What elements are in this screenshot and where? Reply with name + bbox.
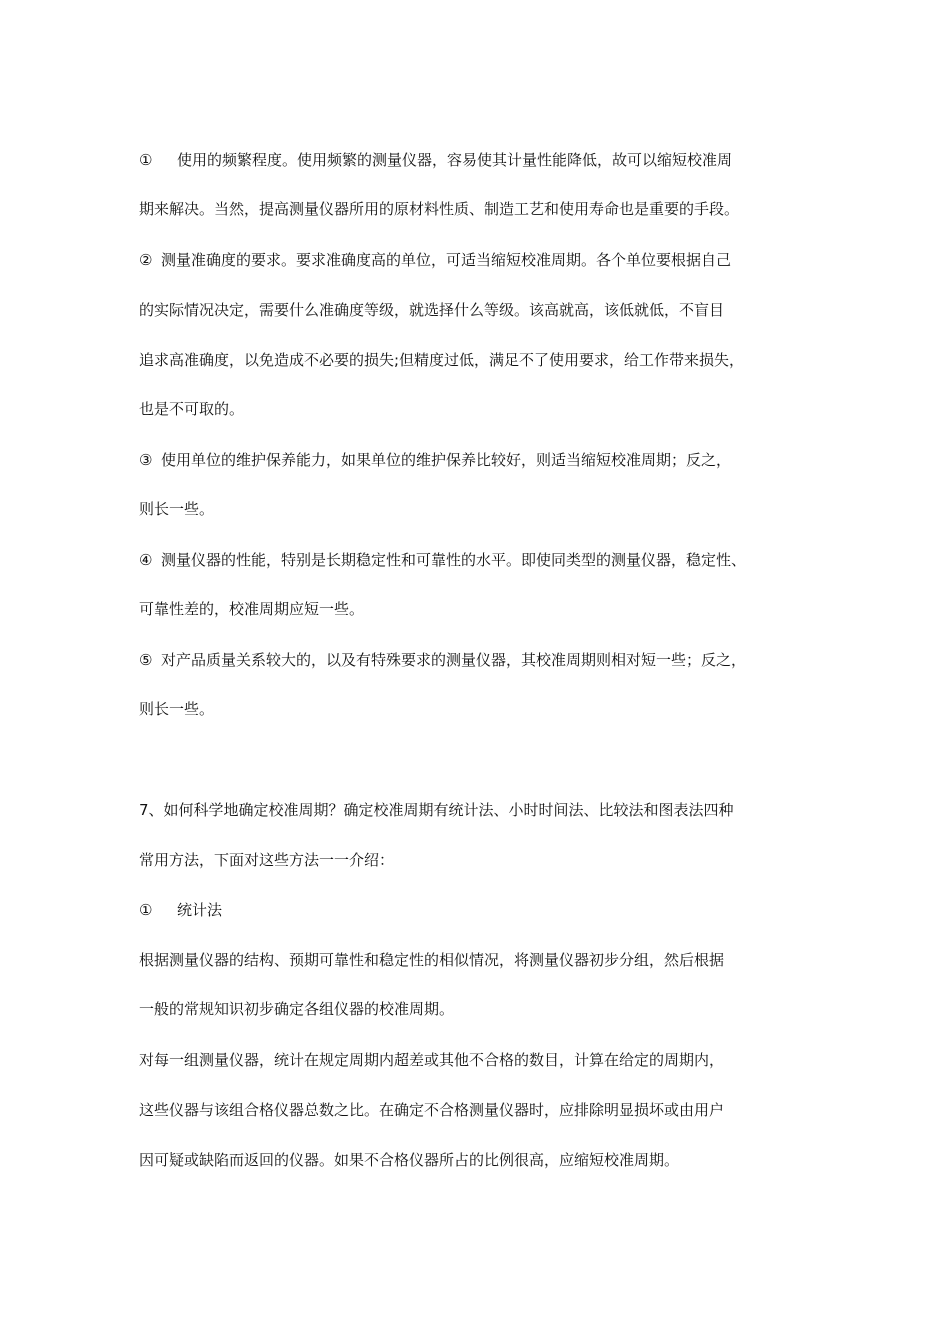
line-text: 常用方法，下面对这些方法一一介绍： <box>139 851 395 869</box>
line-text: 因可疑或缺陷而返回的仪器。如果不合格仪器所占的比例很高，应缩短校准周期。 <box>139 1151 680 1169</box>
line-text: 使用的频繁程度。使用频繁的测量仪器，容易使其计量性能降低，故可以缩短校准周 <box>177 151 733 169</box>
paragraph-line <box>139 1050 839 1070</box>
line-text: 对每一组测量仪器，统计在规定周期内超差或其他不合格的数目，计算在给定的周期内， <box>139 1051 725 1069</box>
paragraph-line <box>139 699 839 719</box>
paragraph-line <box>139 650 839 670</box>
line-text: 也是不可取的。 <box>139 400 245 418</box>
line-text: 7、如何科学地确定校准周期？确定校准周期有统计法、小时时间法、比较法和图表法四种 <box>139 801 734 819</box>
paragraph-line <box>139 1100 839 1120</box>
paragraph-line <box>139 150 839 170</box>
section-heading <box>139 800 839 820</box>
paragraph-line <box>139 499 839 519</box>
paragraph-line <box>139 300 839 320</box>
list-marker: ① <box>139 901 153 919</box>
line-text: 测量准确度的要求。要求准确度高的单位，可适当缩短校准周期。各个单位要根据自己 <box>161 251 732 269</box>
line-text: 的实际情况决定，需要什么准确度等级，就选择什么等级。该高就高，该低就低，不盲目 <box>139 301 725 319</box>
subheading-line <box>139 900 839 920</box>
line-text: 使用单位的维护保养能力，如果单位的维护保养比较好，则适当缩短校准周期；反之， <box>161 451 732 469</box>
paragraph-line <box>139 850 839 870</box>
paragraph-line <box>139 250 839 270</box>
paragraph-line <box>139 450 839 470</box>
paragraph-line <box>139 999 839 1019</box>
paragraph-line <box>139 1150 839 1170</box>
list-marker: ① <box>139 151 153 169</box>
line-text: 追求高准确度，以免造成不必要的损失;但精度过低，满足不了使用要求，给工作带来损失， <box>139 351 745 369</box>
paragraph-line <box>139 599 839 619</box>
line-text: 对产品质量关系较大的，以及有特殊要求的测量仪器，其校准周期则相对短一些；反之， <box>161 651 747 669</box>
line-text: 则长一些。 <box>139 500 215 518</box>
list-marker: ④ <box>139 551 153 569</box>
list-marker: ③ <box>139 451 153 469</box>
list-marker: ⑤ <box>139 651 153 669</box>
line-text: 可靠性差的，校准周期应短一些。 <box>139 600 365 618</box>
paragraph-line <box>139 350 839 370</box>
list-marker: ② <box>139 251 153 269</box>
line-text: 这些仪器与该组合格仪器总数之比。在确定不合格测量仪器时，应排除明显损坏或由用户 <box>139 1101 725 1119</box>
paragraph-line <box>139 199 839 219</box>
line-text: 根据测量仪器的结构、预期可靠性和稳定性的相似情况，将测量仪器初步分组，然后根据 <box>139 951 725 969</box>
paragraph-line <box>139 399 839 419</box>
paragraph-line <box>139 950 839 970</box>
line-text: 一般的常规知识初步确定各组仪器的校准周期。 <box>139 1000 455 1018</box>
paragraph-line <box>139 550 839 570</box>
line-text: 期来解决。当然，提高测量仪器所用的原材料性质、制造工艺和使用寿命也是重要的手段。 <box>139 200 740 218</box>
line-text: 统计法 <box>177 901 223 919</box>
line-text: 则长一些。 <box>139 700 215 718</box>
line-text: 测量仪器的性能，特别是长期稳定性和可靠性的水平。即使同类型的测量仪器，稳定性、 <box>161 551 747 569</box>
